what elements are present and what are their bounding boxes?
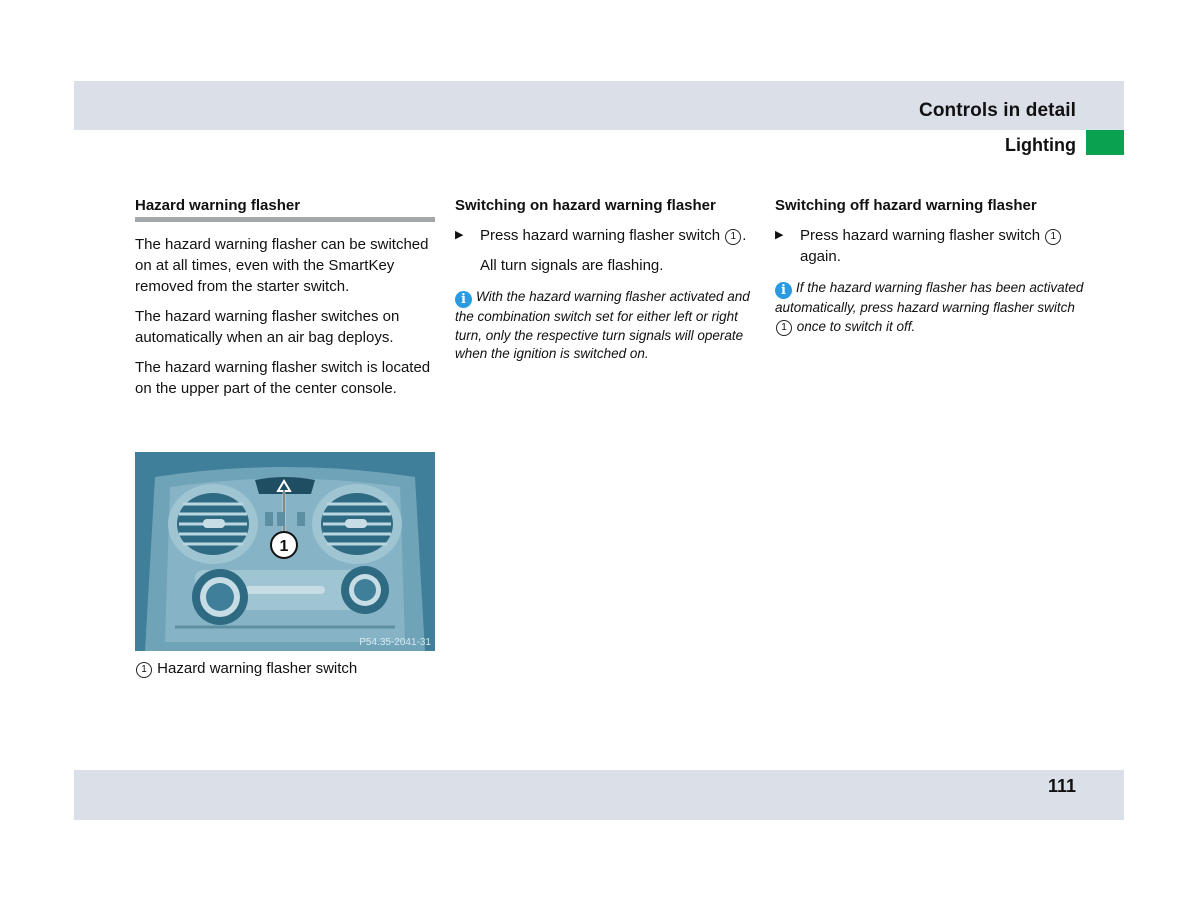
paragraph: The hazard warning flasher switch is located on the upper part of the center console. bbox=[135, 359, 431, 397]
bullet-arrow-icon: ▶ bbox=[455, 229, 464, 241]
info-icon: i bbox=[455, 291, 472, 308]
figure-caption bbox=[135, 658, 357, 679]
note-text-end: once to switch it off. bbox=[793, 318, 916, 334]
callout-marker: 1 bbox=[136, 662, 152, 678]
bullet-arrow-icon: ▶ bbox=[775, 229, 784, 241]
step-result: All turn signals are flashing. bbox=[480, 257, 664, 274]
instruction-step bbox=[455, 225, 755, 246]
step-text-end: again. bbox=[800, 248, 841, 265]
svg-text:1: 1 bbox=[279, 538, 289, 555]
chapter-title: Controls in detail bbox=[919, 100, 1076, 121]
instruction-step bbox=[775, 225, 1085, 267]
info-note bbox=[775, 279, 1085, 336]
step-text: Press hazard warning flasher switch bbox=[480, 227, 725, 244]
step-text: Press hazard warning flasher switch bbox=[800, 227, 1045, 244]
figure-code: P54.35-2041-31 bbox=[359, 637, 431, 648]
callout-marker: 1 bbox=[1045, 229, 1061, 245]
note-text: With the hazard warning flasher activated and the combination switch set for either left or right turn, only the respective turn signals will operate when the ignition is switched on. bbox=[455, 289, 750, 361]
section-tab-marker bbox=[1086, 130, 1124, 155]
page-number: 111 bbox=[1047, 776, 1076, 796]
footer-band bbox=[74, 770, 1124, 820]
column-hazard-warning-flasher bbox=[135, 196, 435, 408]
note-text: If the hazard warning flasher has been activated automatically, press hazard warning flasher switch bbox=[775, 280, 1084, 315]
section-heading: Switching on hazard warning flasher bbox=[455, 197, 716, 214]
center-console-figure bbox=[135, 452, 435, 651]
paragraph: The hazard warning flasher can be switched on at all times, even with the SmartKey removed from the starter switch. bbox=[135, 236, 429, 295]
heading-rule bbox=[135, 217, 435, 222]
info-note bbox=[455, 288, 755, 364]
section-title: Lighting bbox=[1005, 135, 1076, 155]
paragraph: The hazard warning flasher switches on automatically when an air bag deploys. bbox=[135, 308, 400, 346]
caption-text: Hazard warning flasher switch bbox=[157, 660, 358, 677]
section-heading: Switching off hazard warning flasher bbox=[775, 197, 1037, 214]
column-switching-off bbox=[775, 196, 1085, 336]
info-icon: i bbox=[775, 282, 792, 299]
section-heading: Hazard warning flasher bbox=[135, 197, 301, 214]
step-text-end: . bbox=[742, 227, 747, 244]
callout-marker: 1 bbox=[725, 229, 741, 245]
column-switching-on bbox=[455, 196, 755, 364]
callout-marker: 1 bbox=[776, 320, 792, 336]
